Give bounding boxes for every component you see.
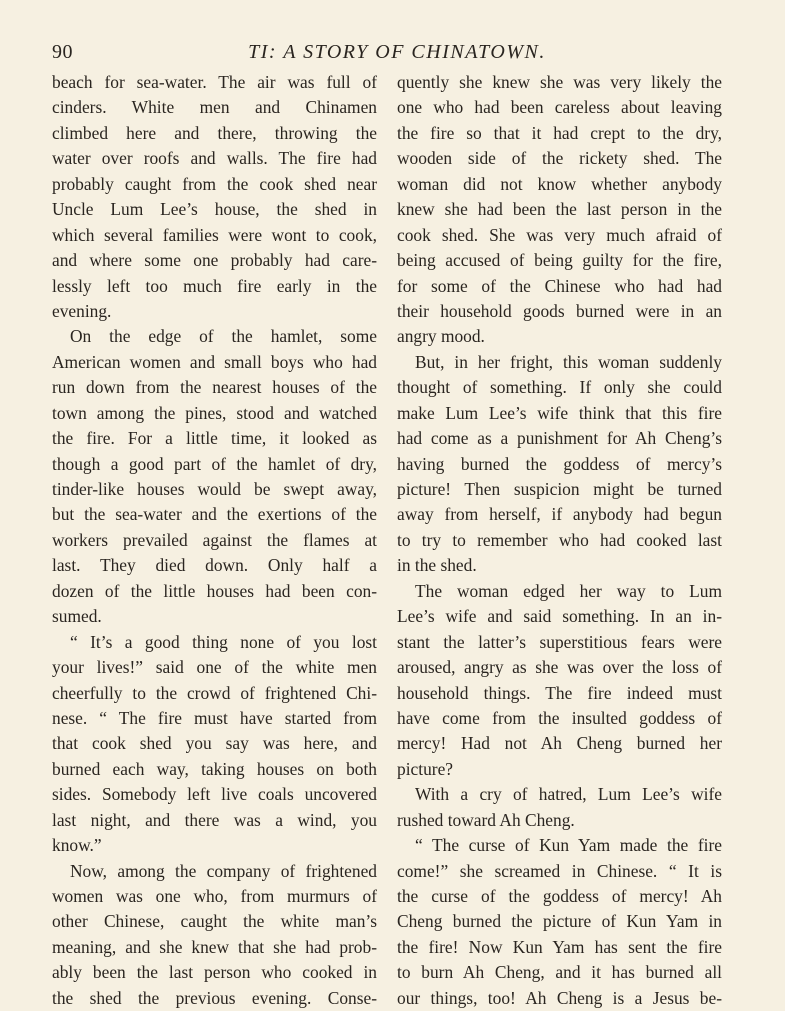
text-line: American women and small boys who had: [52, 351, 377, 372]
text-line: lessly left too much fire early in the: [52, 275, 377, 296]
text-line: On the edge of the hamlet, some: [70, 326, 377, 347]
text-line: to try to remember who had cooked last: [397, 529, 722, 550]
text-line: meaning, and she knew that she had prob-: [52, 936, 377, 957]
text-line: which several families were wont to cook,: [52, 224, 377, 245]
text-line: had come as a punishment for Ah Cheng’s: [397, 428, 722, 449]
text-line: the shed the previous evening. Conse-: [52, 987, 377, 1008]
text-line: run down from the nearest houses of the: [52, 377, 377, 398]
text-line: come!” she screamed in Chinese. “ It is: [397, 860, 722, 881]
text-line: evening.: [52, 300, 112, 321]
text-line: nese. “ The fire must have started from: [52, 707, 377, 728]
text-line: workers prevailed against the flames at: [52, 529, 377, 550]
text-line: being accused of being guilty for the fire,: [397, 250, 722, 271]
text-line: in the shed.: [397, 555, 477, 576]
text-line: other Chinese, caught the white man’s: [52, 911, 377, 932]
text-line: mercy! Had not Ah Cheng burned her: [397, 733, 722, 754]
text-line: sides. Somebody left live coals uncovered: [52, 784, 377, 805]
text-line: sumed.: [52, 606, 102, 627]
text-line: make Lum Lee’s wife think that this fire: [397, 402, 722, 423]
text-line: the fire. For a little time, it looked as: [52, 428, 377, 449]
text-line: know.”: [52, 835, 102, 856]
text-line: but the sea-water and the exertions of the: [52, 504, 377, 525]
text-line: probably caught from the cook shed near: [52, 173, 377, 194]
text-line: women was one who, from murmurs of: [52, 886, 377, 906]
text-line: knew she had been the last person in the: [397, 199, 722, 220]
text-line: rushed toward Ah Cheng.: [397, 809, 575, 830]
text-line: angry mood.: [397, 326, 485, 347]
text-line: Lee’s wife and said something. In an in-: [397, 606, 722, 627]
text-line: household things. The fire indeed must: [397, 682, 722, 703]
text-line: and where some one probably had care-: [52, 250, 377, 271]
text-line: the curse of the goddess of mercy! Ah: [397, 886, 722, 906]
text-line: to burn Ah Cheng, and it has burned all: [397, 962, 722, 983]
text-line: away from herself, if anybody had begun: [397, 504, 722, 525]
text-line: Now, among the company of frightened: [70, 860, 377, 881]
text-line: quently she knew she was very likely the: [397, 72, 722, 92]
text-line: your lives!” said one of the white men: [52, 657, 377, 678]
text-line: their household goods burned were in an: [397, 300, 722, 321]
text-line: ably been the last person who cooked in: [52, 962, 377, 983]
text-line: our things, too! Ah Cheng is a Jesus be-: [397, 987, 722, 1008]
text-line: wooden side of the rickety shed. The: [397, 148, 722, 169]
text-line: cinders. White men and Chinamen: [52, 97, 377, 118]
text-line: have come from the insulted goddess of: [397, 707, 722, 728]
text-line: Cheng burned the picture of Kun Yam in: [397, 911, 722, 932]
text-line: climbed here and there, throwing the: [52, 122, 377, 143]
text-line: stant the latter’s superstitious fears were: [397, 631, 722, 652]
text-line: “ It’s a good thing none of you lost: [70, 631, 377, 652]
text-line: last night, and there was a wind, you: [52, 809, 377, 830]
text-line: Uncle Lum Lee’s house, the shed in: [52, 199, 377, 220]
text-line: one who had been careless about leaving: [397, 97, 722, 118]
text-line: the fire so that it had crept to the dry,: [397, 122, 722, 143]
left-text-column: [52, 70, 377, 1011]
text-line: the fire! Now Kun Yam has sent the fire: [397, 936, 722, 957]
text-line: picture?: [397, 758, 454, 779]
text-line: The woman edged her way to Lum: [415, 580, 722, 601]
text-line: cook shed. She was very much afraid of: [397, 224, 722, 245]
text-line: tinder-like houses would be swept away,: [52, 479, 377, 499]
text-line: though a good part of the hamlet of dry,: [52, 453, 377, 474]
text-line: picture! Then suspicion might be turned: [397, 479, 722, 499]
text-line: dozen of the little houses had been con-: [52, 580, 377, 601]
page-header: [52, 38, 742, 66]
text-line: having burned the goddess of mercy’s: [397, 453, 722, 474]
text-line: that cook shed you say was here, and: [52, 733, 377, 754]
text-line: last. They died down. Only half a: [52, 555, 377, 576]
text-line: thought of something. If only she could: [397, 377, 722, 398]
text-line: “ The curse of Kun Yam made the fire: [415, 835, 722, 856]
text-line: beach for sea-water. The air was full of: [52, 72, 377, 92]
text-line: water over roofs and walls. The fire had: [52, 148, 377, 169]
running-title: TI: A STORY OF CHINATOWN.: [248, 41, 546, 63]
page-number: 90: [52, 41, 73, 63]
text-line: aroused, angry as she was over the loss of: [397, 657, 722, 678]
text-line: But, in her fright, this woman suddenly: [415, 351, 722, 372]
text-line: for some of the Chinese who had had: [397, 275, 722, 296]
text-line: burned each way, taking houses on both: [52, 758, 377, 779]
text-line: woman did not know whether anybody: [397, 173, 722, 194]
right-text-column: [397, 70, 722, 1011]
text-line: cheerfully to the crowd of frightened Chi-: [52, 682, 377, 703]
text-line: town among the pines, stood and watched: [52, 402, 377, 423]
text-line: With a cry of hatred, Lum Lee’s wife: [415, 784, 722, 805]
